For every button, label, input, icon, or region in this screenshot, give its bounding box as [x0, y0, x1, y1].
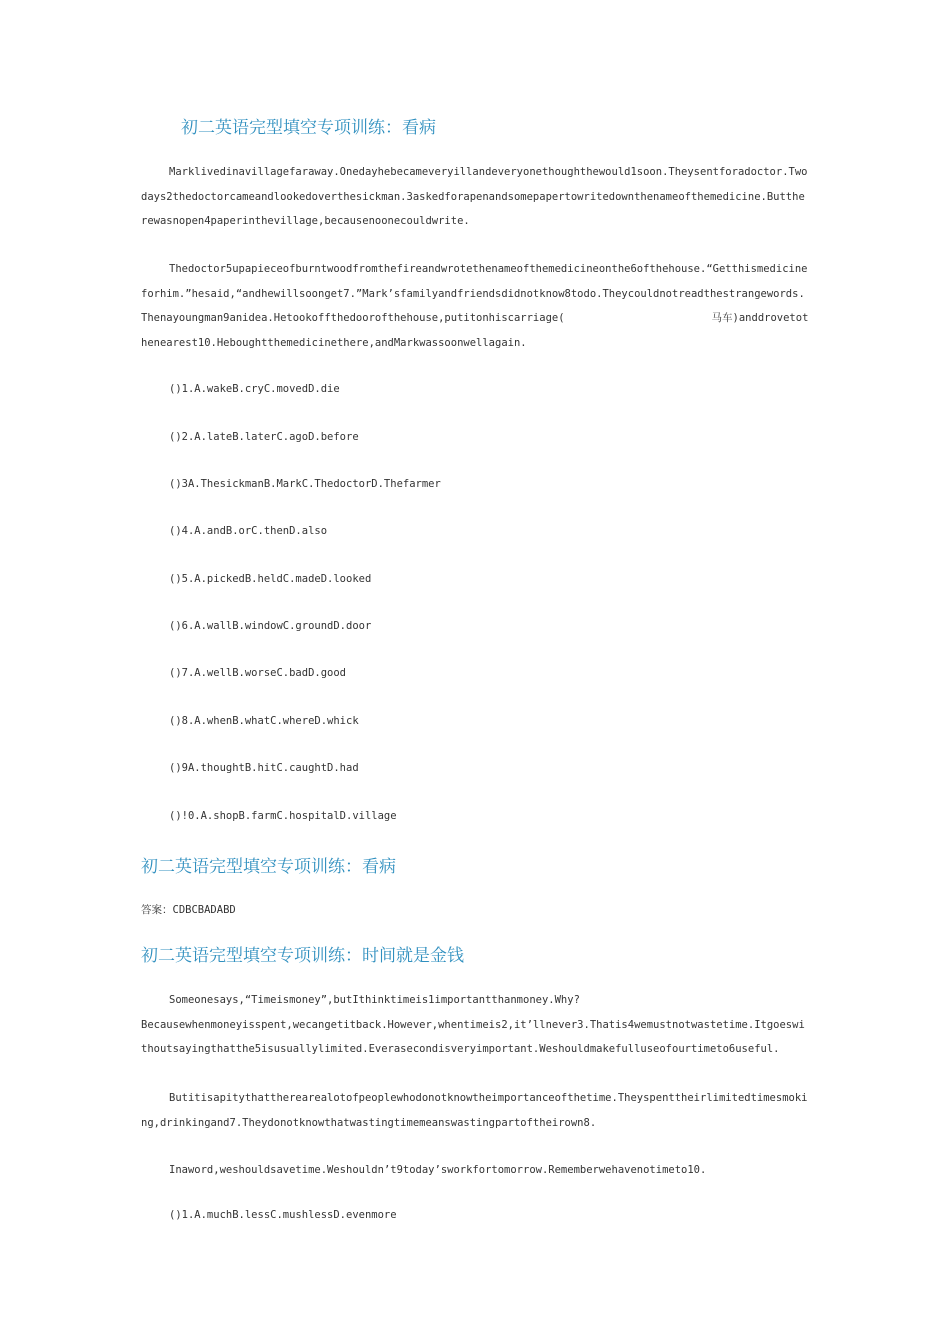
passage-paragraph — [141, 988, 809, 1062]
answer-section-title: 初二英语完型填空专项训练：看病 — [141, 857, 396, 877]
option-line: ()5.A.pickedB.heldC.madeD.looked — [169, 573, 372, 585]
option-line: ()9A.thoughtB.hitC.caughtD.had — [169, 762, 359, 774]
option-line: ()8.A.whenB.whatC.whereD.whick — [169, 715, 359, 727]
passage-paragraph: Inaword,weshouldsavetime.Weshouldn’t9today’sworkfortomorrow.Rememberwehavenotimeto10. — [169, 1164, 707, 1176]
passage-text: Becausewhenmoneyisspent,wecangetitback.However,whentimeis2,it’llnever3.Thatis4wemustnotwastetime.Itgoeswithoutsayingthatthe5isusuallylimited.Everasecondisveryimportant.Weshouldmakefulluseofourtimeto6useful. — [141, 1018, 805, 1056]
section-title-time-is-money: 初二英语完型填空专项训练：时间就是金钱 — [141, 946, 464, 966]
passage-paragraph: Thedoctor5upapieceofburntwoodfromthefireandwrotethenameofthemedicineonthe6ofthehouse.“Getthismedicineforhim.”hesaid,“andhewillsoonget7.”Mark’sfamilyandfriendsdidnotknow8todo.Theycouldnotreadthestrangewords.Thenayoungman9anidea.Hetookoffthedoorofthehouse,putitonhiscarriage( 马车)anddrovetothenearest10.Heboughtthemedicinethere,andMarkwassoonwellagain. — [141, 263, 809, 349]
passage-line: Someonesays,“Timeismoney”,butIthinktimeis1importantthanmoney.Why? — [169, 994, 580, 1006]
passage-paragraph: Marklivedinavillagefaraway.Onedayhebecameveryillandeveryonethoughthewould1soon.Theysentforadoctor.Twodays2thedoctorcameandlookedoverthesickman.3askedforapenandsomepapertowritedownthenameofthemedicine.Buttherewasnopen4paperinthevillage,becausenoonecouldwrite. — [141, 166, 808, 228]
option-line: ()!0.A.shopB.farmC.hospitalD.village — [169, 810, 397, 822]
option-line: ()2.A.lateB.laterC.agoD.before — [169, 431, 359, 443]
option-line: ()1.A.wakeB.cryC.movedD.die — [169, 383, 340, 395]
option-line: ()7.A.wellB.worseC.badD.good — [169, 667, 347, 679]
section-title-kanbing: 初二英语完型填空专项训练：看病 — [181, 118, 436, 138]
passage-paragraph: Butitisapitythattherearealotofpeoplewhodonotknowtheimportanceofthetime.Theyspenttheirlimitedtimesmoking,drinkingand7.Theydonotknowthatwastingtimemeanswastingpartoftheirown8. — [141, 1092, 808, 1129]
answer-key: 答案：CDBCBADABD — [141, 904, 236, 916]
option-line: ()6.A.wallB.windowC.groundD.door — [169, 620, 372, 632]
option-line: ()1.A.muchB.lessC.mushlessD.evenmore — [169, 1209, 397, 1221]
option-line: ()3A.ThesickmanB.MarkC.ThedoctorD.Thefarmer — [169, 478, 441, 490]
option-line: ()4.A.andB.orC.thenD.also — [169, 525, 328, 537]
